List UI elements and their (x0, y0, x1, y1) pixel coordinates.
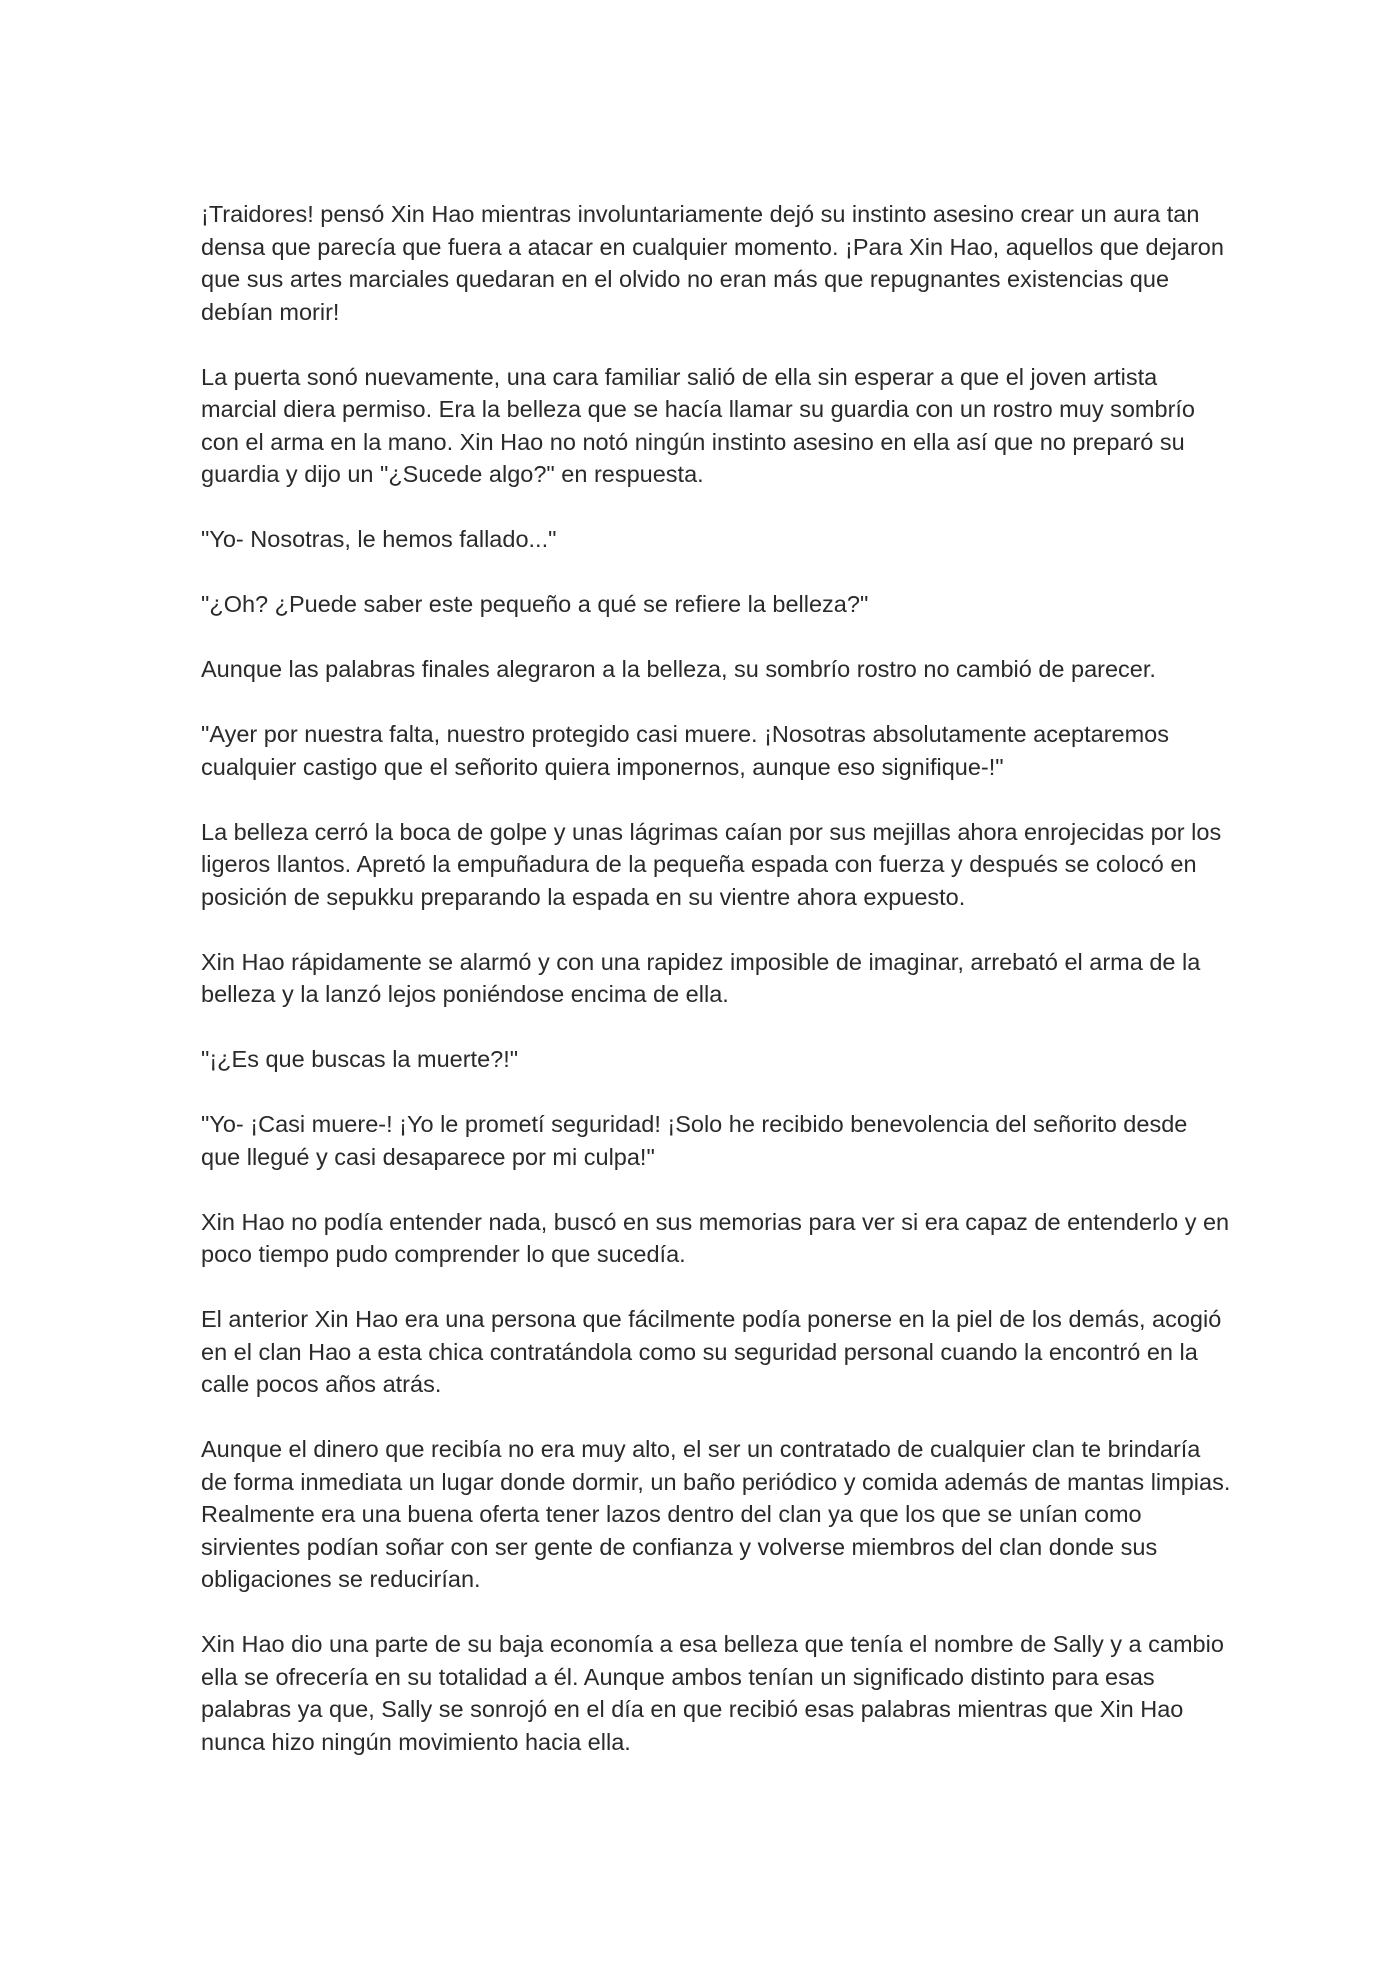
paragraph: ¡Traidores! pensó Xin Hao mientras involuntariamente dejó su instinto asesino crear un aura tan densa que parecía que fuera a atacar en cualquier momento. ¡Para Xin Hao, aquellos que dejaron que sus artes marciales quedaran en el olvido no eran más que repugnantes existencias que debían morir! (201, 201, 1224, 325)
paragraph: Xin Hao no podía entender nada, buscó en sus memorias para ver si era capaz de entenderlo y en poco tiempo pudo comprender lo que sucedía. (201, 1208, 1230, 1267)
paragraph: "Yo- Nosotras, le hemos fallado..." (201, 526, 557, 552)
paragraph: Xin Hao dio una parte de su baja economía a esa belleza que tenía el nombre de Sally y a cambio ella se ofrecería en su totalidad a él. Aunque ambos tenían un significado distinto para esas palabras ya que, Sally se sonrojó en el día en que recibió esas palabras mientras que Xin Hao nunca hizo ningún movimiento hacia ella. (201, 1631, 1224, 1755)
paragraph: La puerta sonó nuevamente, una cara familiar salió de ella sin esperar a que el joven artista marcial diera permiso. Era la belleza que se hacía llamar su guardia con un rostro muy sombrío con el arma en la mano. Xin Hao no notó ningún instinto asesino en ella así que no preparó su guardia y dijo un "¿Sucede algo?" en respuesta. (201, 363, 1195, 487)
paragraph: "¿Oh? ¿Puede saber este pequeño a qué se refiere la belleza?" (201, 591, 869, 617)
paragraph: Xin Hao rápidamente se alarmó y con una rapidez imposible de imaginar, arrebató el arma de la belleza y la lanzó lejos poniéndose encima de ella. (201, 948, 1201, 1007)
paragraph: "¡¿Es que buscas la muerte?!" (201, 1046, 519, 1072)
paragraph: "Ayer por nuestra falta, nuestro protegido casi muere. ¡Nosotras absolutamente aceptaremos cualquier castigo que el señorito quiera imponernos, aunque eso signifique-!" (201, 721, 1169, 780)
paragraph: "Yo- ¡Casi muere-! ¡Yo le prometí seguridad! ¡Solo he recibido benevolencia del señorito desde que llegué y casi desaparece por mi culpa!" (201, 1111, 1188, 1170)
paragraph: El anterior Xin Hao era una persona que fácilmente podía ponerse en la piel de los demás, acogió en el clan Hao a esta chica contratándola como su seguridad personal cuando la encontró en la calle pocos años atrás. (201, 1306, 1222, 1397)
paragraph: La belleza cerró la boca de golpe y unas lágrimas caían por sus mejillas ahora enrojecidas por los ligeros llantos. Apretó la empuñadura de la pequeña espada con fuerza y después se colocó en posición de sepukku preparando la espada en su vientre ahora expuesto. (201, 818, 1222, 910)
paragraph: Aunque las palabras finales alegraron a la belleza, su sombrío rostro no cambió de parecer. (201, 656, 1156, 682)
document-body (201, 198, 1231, 1791)
paragraph: Aunque el dinero que recibía no era muy alto, el ser un contratado de cualquier clan te brindaría de forma inmediata un lugar donde dormir, un baño periódico y comida además de mantas limpias. Realmente era una buena oferta tener lazos dentro del clan ya que los que se unían como sirvientes podían soñar con ser gente de confianza y volverse miembros del clan donde sus obligaciones se reducirían. (201, 1436, 1231, 1592)
